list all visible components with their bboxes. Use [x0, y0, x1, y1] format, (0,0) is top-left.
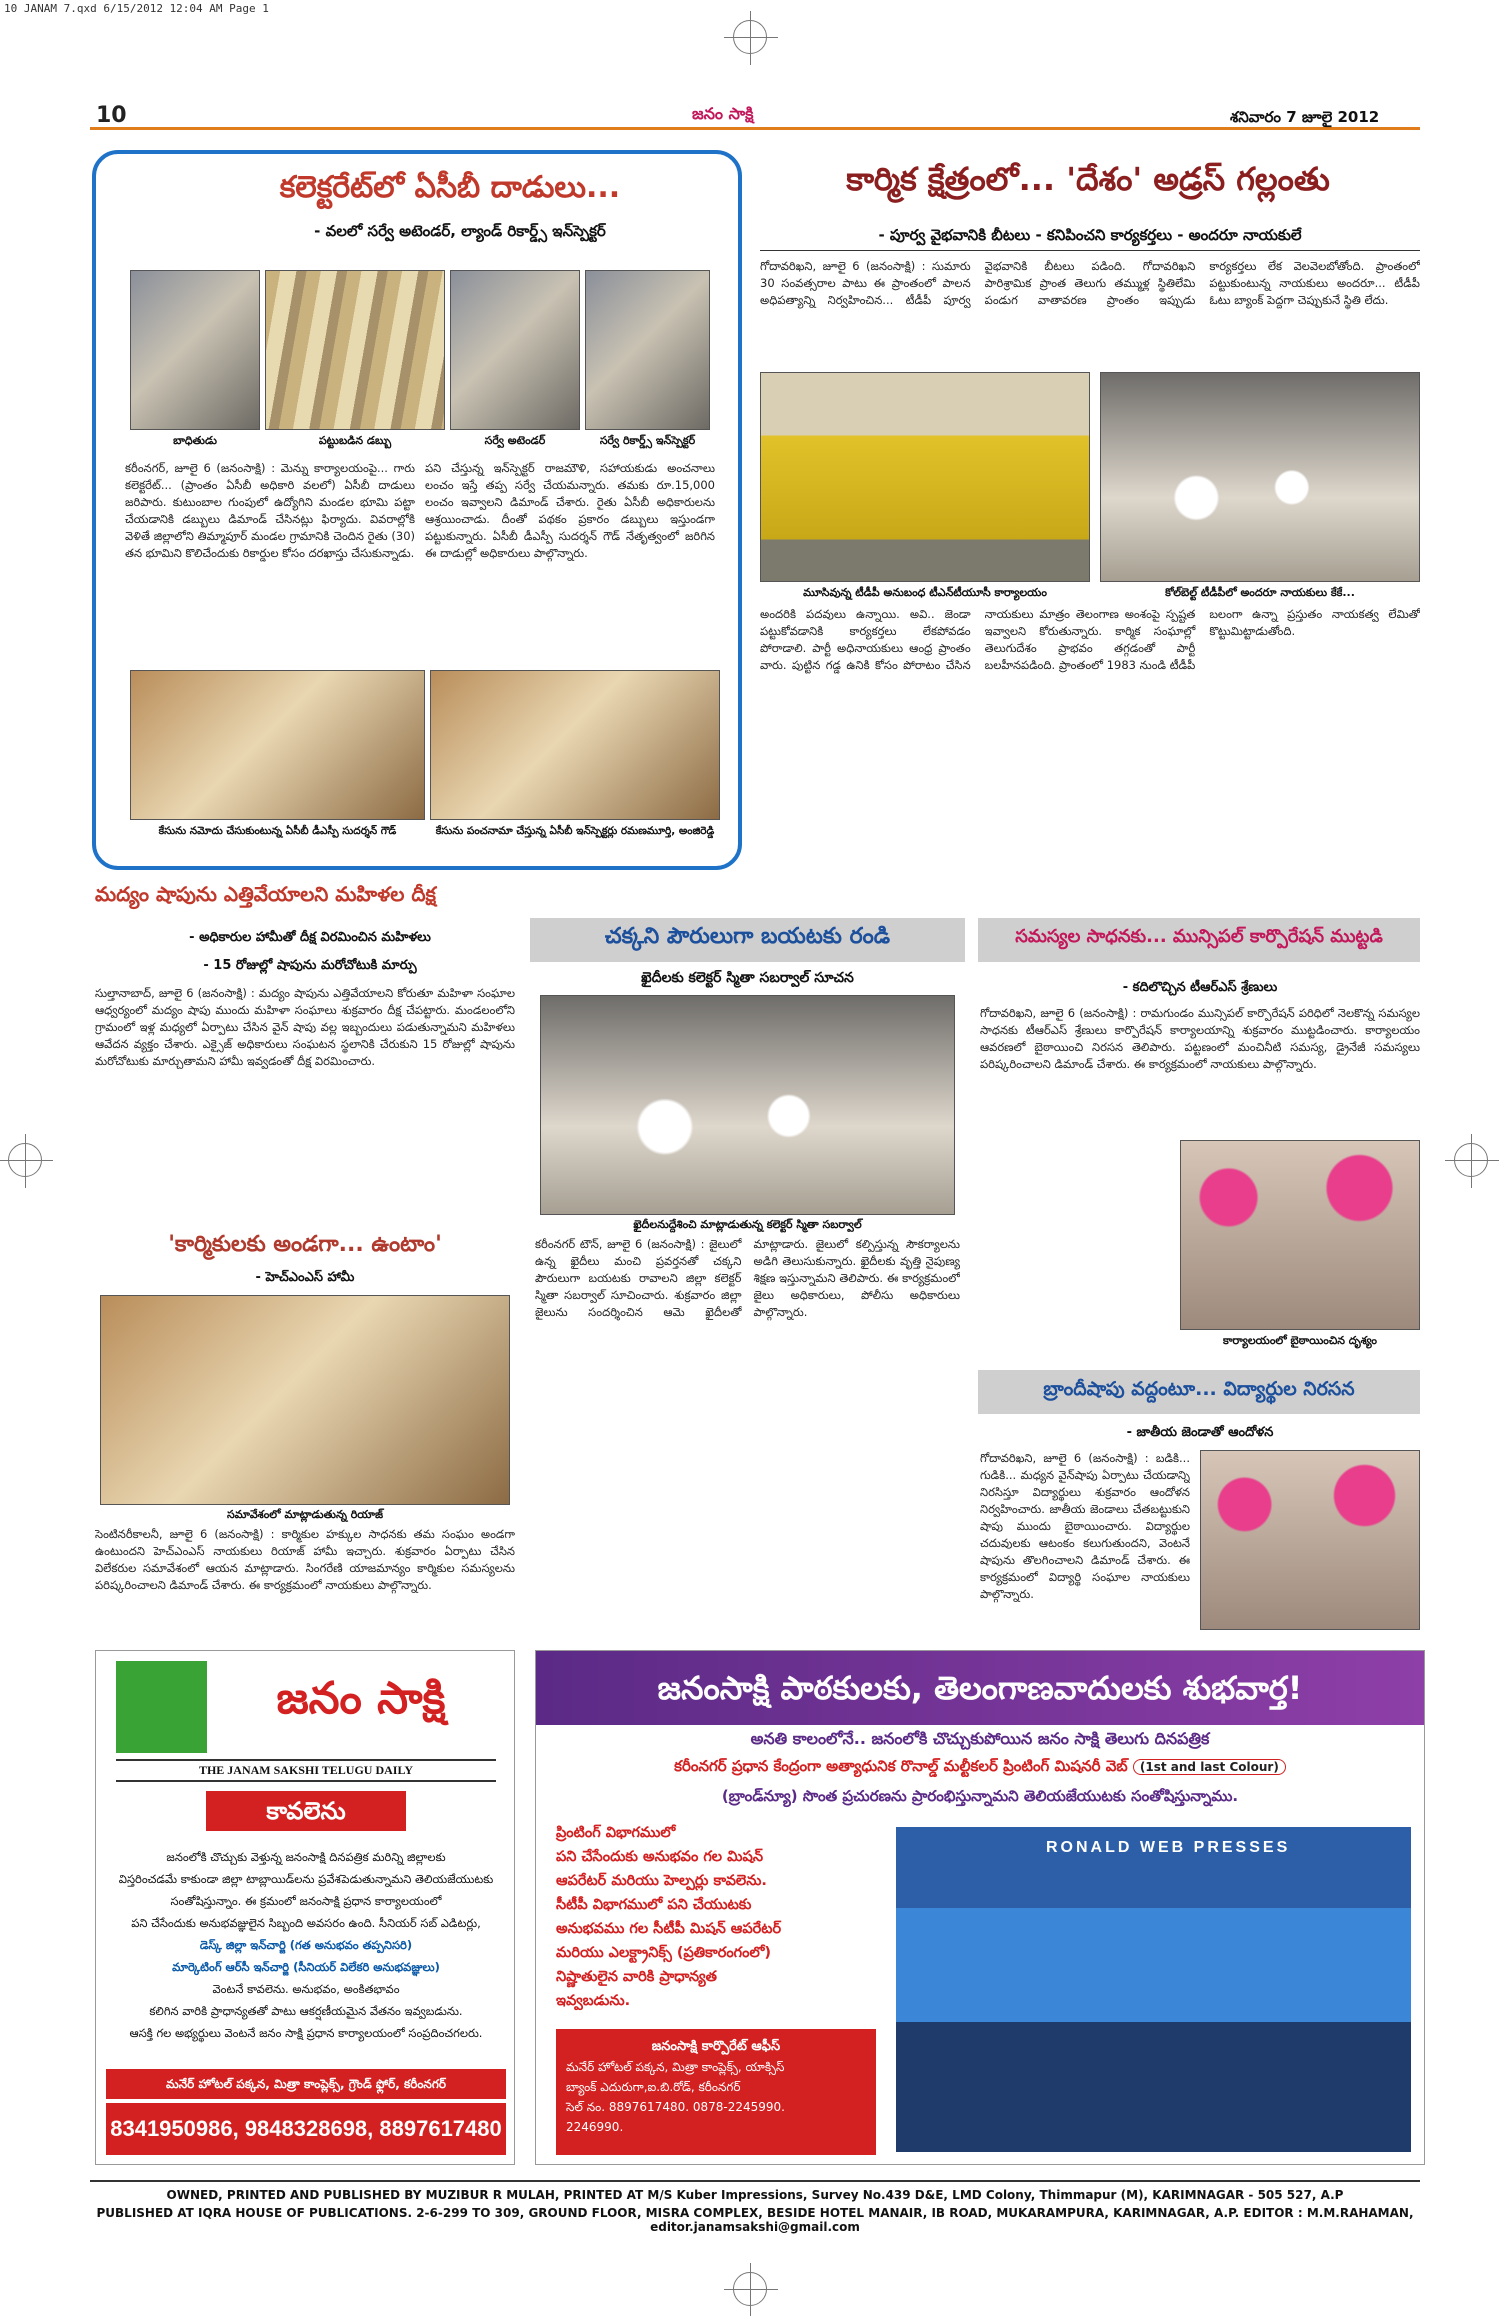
job-line: ఆపరేటర్‌ మరియు హెల్పర్లు కావలెను.: [556, 1873, 767, 1889]
ad-address: మనేర్‌ హోటల్‌ పక్కన, మిత్రా కాంప్లెక్స్‌, గ్రౌండ్‌ ఫ్లోర్‌, కరీంనగర్‌: [106, 2069, 506, 2099]
ad-wanted-banner: కావలెను: [206, 1791, 406, 1831]
footer-imprint-2: PUBLISHED AT IQRA HOUSE OF PUBLICATIONS. 2-6-299 TO 309, GROUND FLOOR, MISRA COMPLEX, BESIDE HOTEL MANAIR, IB ROAD, MUKARAMPURA, KARIMNAGAR, A.P. EDITOR : M.M.RAHAMAN, editor.janamsakshi@gmail.com: [96, 2206, 1414, 2234]
caption-victim: బాధితుడు: [173, 434, 217, 447]
caption-hms: సమావేశంలో మాట్లాడుతున్న రియాజ్‌: [226, 1508, 384, 1521]
story-trs-subhead: - కదిలొచ్చిన టీఆర్‌ఎస్‌ శ్రేణులు: [1122, 980, 1278, 995]
photo-cash: [265, 270, 445, 430]
caption-attender: సర్వే అటెండర్‌: [484, 434, 546, 447]
photo-hms-meeting: [100, 1295, 510, 1505]
photo-closed-office: [760, 372, 1090, 582]
story-trs-headline: సమస్యల సాధనకు... మున్సిపల్‌ కార్పొరేషన్‌ ముట్టడి: [1015, 926, 1383, 947]
ad-press-headline: జనంసాక్షి పాఠకులకు, తెలంగాణవాదులకు శుభవార్త!: [536, 1651, 1424, 1725]
story-hms-headline: 'కార్మికులకు అండగా... ఉంటాం': [168, 1232, 442, 1257]
footer-imprint-1: OWNED, PRINTED AND PUBLISHED BY MUZIBUR R MULAH, PRINTED AT M/S Kuber Impressions, Survey No.439 D&E, LMD Colony, Thimmapur (M), KARIMNAGAR - 505 527, A.P: [166, 2188, 1344, 2202]
story-women-body: సుల్తానాబాద్‌, జూలై 6 (జనంసాక్షి) : మద్యం షాపును ఎత్తివేయాలని కోరుతూ మహిళా సంఘాల ఆధ్వర్యంలో మద్యం షాపు ముందు మహిళా సంఘాలు శుక్రవారం దీక్ష చేపట్టారు. మండలంలోని గ్రామంలో ఇళ్ల మధ్యలో ఏర్పాటు చేసిన వైన్‌ షాపు వల్ల ఇబ్బందులు పడుతున్నామని మహిళలు ఆవేదన వ్యక్తం చేశారు. ఎక్సైజ్‌ అధికారులు సంఘటన స్థలానికి చేరుకుని 15 రోజుల్లో షాపును మరోచోటుకు మార్చుతామని హామీ ఇవ్వడంతో దీక్ష విరమించారు.: [95, 986, 515, 1068]
story-acb-body-left: కరీంనగర్‌, జూలై 6 (జనంసాక్షి) : మెన్ను కార్యాలయంపై... గారు కలెక్టరేట్‌... (ప్రాంతం ఏసీబీ అధికారి వలలో) ఏసీబీ దాడులు జరిపారు. కుటుంబాల గుంపులో ఉద్యోగిని మండల భూమి పట్టా చేయడానికి డబ్బులు డిమాండ్‌ చేసినట్లు ఫిర్యాదు. వివరాల్లోకి వెళితే జిల్లాలోని తిమ్మాపూర్‌ మండల గ్రామానికి చెందిన రైతు (30) తన భూమిని కొలిచేందుకు రికార్డుల కోసం దరఖాస్తు చేసుకున్నాడు.: [125, 461, 415, 560]
press-label: RONALD WEB PRESSES: [1046, 1839, 1291, 1856]
ad-line: పని చేసేందుకు అనుభవజ్ఞులైన సిబ్బంది అవసరం ఉంది. సీనియర్‌ సబ్‌ ఎడిటర్లు,: [131, 1916, 481, 1930]
story-women-headline: మద్యం షాపును ఎత్తివేయాలని మహిళల దీక్ష: [95, 882, 436, 906]
caption-tdp-meeting: కోల్‌బెల్ట్‌ టీడీపీలో అందరూ నాయకులు కేకే...: [1165, 586, 1355, 599]
caption-cash: పట్టుబడిన డబ్బు: [318, 434, 392, 447]
ad-press-line3: (బ్రాండ్‌న్యూ) సొంత ప్రచురణను ప్రారంభిస్తున్నామని తెలియజేయుటకు సంతోషిస్తున్నాము.: [721, 1787, 1239, 1805]
job-line: మరియు ఎలక్ట్రానిక్స్‌ (ప్రతికారంగంలో): [556, 1945, 772, 1961]
photo-printing-machine: [896, 1827, 1411, 2152]
caption-inspector: సర్వే రికార్డ్స్‌ ఇన్‌స్పెక్టర్‌: [599, 434, 696, 447]
story-students-headline: బ్రాందీషాపు వద్దంటూ... విద్యార్థుల నిరసన: [1043, 1378, 1355, 1400]
caption-trs: కార్యాలయంలో బైఠాయించిన దృశ్యం: [1223, 1334, 1377, 1347]
ad-line: ఆసక్తి గల అభ్యర్థులు వెంటనే జనం సాక్షి ప్రధాన కార్యాలయంలో సంప్రదించగలరు.: [129, 2026, 483, 2040]
job-line: ఇవ్వబడును.: [556, 1993, 631, 2009]
photo-records-inspector: [585, 270, 710, 430]
ad-logo: జనం సాక్షి: [276, 1673, 446, 1724]
story-tdp-body-bottom: అందరికి పదవులు ఉన్నాయి. అవి.. జెండా పట్టుకోవడానికి కార్యకర్తలు లేకపోవడం పోరాడాలి. పార్టీ అధినాయకులు ఆంధ్ర ప్రాంతం వారు. పుట్టిన గడ్డ ఉనికి కోసం పోరాటం చేసిన నాయకులు మాత్రం తెలంగాణ అంశంపై స్పష్టత ఇవ్వాలని కోరుతున్నారు. కార్మిక సంఘాల్లో తెలుగుదేశం ప్రాభవం తగ్గడంతో పార్టీ బలహీనపడింది. ప్రాంతంలో 1983 నుండి టీడీపీ బలంగా ఉన్నా ప్రస్తుతం నాయకత్వ లేమితో కొట్టుమిట్టాడుతోంది.: [760, 607, 1420, 672]
ad-wanted: [95, 1650, 515, 2165]
photo-students-flags: [1200, 1450, 1420, 1630]
ad-phones: 8341950986, 9848328698, 8897617480: [106, 2103, 506, 2155]
story-students-subhead: - జాతీయ జెండాతో ఆందోళన: [1126, 1425, 1274, 1440]
job-line: ప్రింటింగ్‌ విభాగములో: [556, 1825, 676, 1841]
page-number: 10: [96, 103, 127, 128]
crop-mark-bottom: [733, 2272, 767, 2306]
story-tdp-headline: కార్మిక క్షేత్రంలో... 'దేశం' అడ్రస్‌ గల్లంతు: [846, 160, 1330, 198]
story-tdp-body-top: గోదావరిఖని, జూలై 6 (జనంసాక్షి) : సుమారు 30 సంవత్సరాల పాటు ఈ ప్రాంతంలో పాలన అధిపత్యాన్ని నిర్వహించిన... టీడీపీ పూర్వ వైభవానికి బీటలు పడింది. గోదావరిఖని పారిశ్రామిక ప్రాంత తెలుగు తమ్ముళ్ల స్థితిలేమి పండుగ వాతావరణ ప్రాంతం ఇప్పుడు కార్యకర్తలు లేక వెలవెలబోతోంది. ప్రాంతంలో పట్టుకుంటున్న నాయకులు అందరూ... టీడీపీ ఓటు బ్యాంక్‌ పెద్దగా చెప్పుకునే స్థితి లేదు.: [760, 259, 1420, 307]
crop-mark-left: [8, 1143, 42, 1177]
page-header-rule: [90, 100, 1420, 130]
caption-closed-office: మూసివున్న టీడీపీ అనుబంధ టీఎన్‌టీయూసీ కార్యాలయం: [803, 586, 1047, 599]
ad-line: వెంటనే కావలెను. అనుభవం, అంకితభావం: [212, 1982, 400, 1996]
story-hms-body: సెంటినరీకాలనీ, జూలై 6 (జనంసాక్షి) : కార్మికుల హక్కుల సాధనకు తమ సంఘం అండగా ఉంటుందని హెచ్‌ఎంఎస్‌ నాయకులు రియాజ్‌ హామీ ఇచ్చారు. శుక్రవారం ఏర్పాటు చేసిన విలేకరుల సమావేశంలో ఆయన మాట్లాడారు. సింగరేణి యాజమాన్యం కార్మికుల సమస్యలను పరిష్కరించాలని డిమాండ్‌ చేశారు. ఈ కార్యక్రమంలో నాయకులు పాల్గొన్నారు.: [95, 1527, 515, 1592]
print-slug: 10 JANAM 7.qxd 6/15/2012 12:04 AM Page 1: [4, 2, 269, 15]
ad-press-line1: అనతి కాలంలోనే.. జనంలోకి చొచ్చుకుపోయిన జనం సాక్షి తెలుగు దినపత్రిక: [750, 1729, 1210, 1748]
dateline: శనివారం 7 జూలై 2012: [1230, 108, 1380, 126]
ad-line: మార్కెటింగ్‌ ఆర్‌సీ ఇన్‌చార్జి (సీనియర్‌ విలేకరి అనుభవజ్ఞులు): [172, 1960, 440, 1974]
photo-survey-attender: [450, 270, 580, 430]
ad-press-line2a: కరీంనగర్‌ ప్రధాన కేంద్రంగా అత్యాధునిక రొనాల్డ్‌ మల్టీకలర్‌ ప్రింటింగ్‌ మిషనరీ వెబ్‌: [674, 1757, 1128, 1775]
footer-rule: [90, 2180, 1420, 2182]
photo-tdp-meeting: [1100, 372, 1420, 582]
job-line: నిష్ణాతులైన వారికి ప్రాధాన్యత: [556, 1969, 717, 1985]
job-line: పని చేసేందుకు అనుభవం గల మిషన్‌: [556, 1849, 763, 1865]
photo-dsp-recording: [130, 670, 425, 820]
ad-press-office: [556, 2029, 876, 2155]
office-line: 2246990.: [566, 2120, 624, 2134]
crop-mark-top: [733, 20, 767, 54]
photo-victim: [130, 270, 260, 430]
caption-collector: ఖైదీలనుద్దేశించి మాట్లాడుతున్న కలెక్టర్‌ స్మితా సబర్వాల్‌: [633, 1218, 862, 1231]
ad-printing-press: [535, 1650, 1425, 2165]
ad-line: విస్తరించడమే కాకుండా జిల్లా టాబ్లాయిడ్‌లను ప్రవేశపెడుతున్నామని తెలియజేయుటకు: [118, 1872, 494, 1886]
photo-collector-jail: [540, 995, 955, 1215]
ad-wanted-lines: [108, 1846, 504, 2044]
office-line: సెల్‌ నం. 8897617480. 0878-2245990.: [566, 2100, 785, 2114]
story-jail-headline: చక్కని పౌరులుగా బయటకు రండి: [604, 924, 891, 949]
story-tdp-rule: [760, 250, 1420, 251]
story-jail-subhead: ఖైదీలకు కలెక్టర్‌ స్మితా సబర్వాల్‌ సూచన: [641, 970, 854, 986]
caption-panchanama: కేసును పంచనామా చేస్తున్న ఏసీబీ ఇన్‌స్పెక్టర్లు రమణమూర్తి, అంజిరెడ్డి: [435, 825, 715, 837]
photo-panchanama: [430, 670, 720, 820]
story-acb-headline: కలెక్టరేట్‌లో ఏసీబీ దాడులు...: [279, 170, 621, 205]
story-women-sub2: - 15 రోజుల్లో షాపును మరోచోటుకి మార్పు: [203, 958, 417, 973]
story-jail-body: కరీంనగర్‌ టౌన్‌, జూలై 6 (జనంసాక్షి) : జైలులో ఉన్న ఖైదీలు మంచి ప్రవర్తనతో చక్కని పౌరులుగా బయటకు రావాలని జిల్లా కలెక్టర్‌ స్మితా సబర్వాల్‌ సూచించారు. శుక్రవారం జిల్లా జైలును సందర్శించిన ఆమె ఖైదీలతో మాట్లాడారు. జైలులో కల్పిస్తున్న సౌకర్యాలను అడిగి తెలుసుకున్నారు. ఖైదీలకు వృత్తి నైపుణ్య శిక్షణ ఇస్తున్నామని తెలిపారు. ఈ కార్యక్రమంలో జైలు అధికారులు, పోలీసు అధికారులు పాల్గొన్నారు.: [535, 1237, 960, 1319]
office-line: బ్యాంక్‌ ఎదురుగా,ఐ.బి.రోడ్‌, కరీంనగర్‌: [566, 2080, 741, 2094]
story-tdp-subhead: - పూర్వ వైభవానికి బీటలు - కనిపించని కార్యకర్తలు - అందరూ నాయకులే: [878, 226, 1302, 244]
ad-press-line2b: (1st and last Colour): [1133, 1759, 1286, 1775]
ad-press-line2: [536, 1757, 1424, 1779]
office-line: మనేర్‌ హోటల్‌ పక్కన, మిత్రా కాంప్లెక్స్‌, యాక్సిస్‌: [566, 2060, 785, 2074]
ad-tagline: THE JANAM SAKSHI TELUGU DAILY: [116, 1759, 496, 1782]
story-students-body: గోదావరిఖని, జూలై 6 (జనంసాక్షి) : బడికి... గుడికి... మధ్యన వైన్‌షాపు ఏర్పాటు చేయడాన్ని నిరసిస్తూ విద్యార్థులు శుక్రవారం ఆందోళన నిర్వహించారు. జాతీయ జెండాలు చేతబట్టుకుని షాపు ముందు బైఠాయించారు. విద్యార్థుల చదువులకు ఆటంకం కలుగుతుందని, వెంటనే షాపును తొలగించాలని డిమాండ్‌ చేశారు. ఈ కార్యక్రమంలో విద్యార్థి సంఘాల నాయకులు పాల్గొన్నారు.: [980, 1451, 1190, 1601]
story-trs-body: గోదావరిఖని, జూలై 6 (జనంసాక్షి) : రామగుండం మున్సిపల్‌ కార్పొరేషన్‌ పరిధిలో నెలకొన్న సమస్యల సాధనకు టీఆర్‌ఎస్‌ శ్రేణులు కార్పొరేషన్‌ కార్యాలయాన్ని శుక్రవారం ముట్టడించారు. కార్యాలయం ఆవరణలో బైఠాయించి నిరసన తెలిపారు. పట్టణంలో మంచినీటి సమస్య, డ్రైనేజీ సమస్యలు పరిష్కరించాలని డిమాండ్‌ చేశారు. ఈ కార్యక్రమంలో నాయకులు పాల్గొన్నారు.: [980, 1006, 1420, 1071]
story-women-sub1: - అధికారుల హామీతో దీక్ష విరమించిన మహిళలు: [189, 930, 431, 945]
ad-press-jobs: [556, 1821, 886, 2013]
ad-line: కలిగిన వారికి ప్రాధాన్యతతో పాటు ఆకర్షణీయమైన వేతనం ఇవ్వబడును.: [149, 2004, 463, 2018]
job-line: అనుభవము గల సీటీపీ మిషన్‌ ఆపరేటర్‌: [556, 1921, 782, 1937]
story-acb-subhead: - వలలో సర్వే అటెండర్‌, ల్యాండ్‌ రికార్డ్స్‌ ఇన్‌స్పెక్టర్‌: [314, 222, 606, 240]
job-line: సీటీపీ విభాగములో పని చేయుటకు: [556, 1897, 752, 1913]
story-acb-body-right: పని చేస్తున్న ఇన్‌స్పెక్టర్‌ రాజమౌళి, సహాయకుడు అంచనాలు లంచం ఇస్తే తప్ప సర్వే చేయమన్నారు. తమకు రూ.15,000 లంచం ఇవ్వాలని డిమాండ్‌ చేశారు. రైతు ఏసీబీ అధికారులను ఆశ్రయించాడు. దీంతో పథకం ప్రకారం డబ్బులు ఇస్తుండగా పట్టుకున్నారు. ఏసీబీ డీఎస్పీ సుదర్శన్‌ గౌడ్‌ నేతృత్వంలో జరిగిన ఈ దాడుల్లో అధికారులు పాల్గొన్నారు.: [425, 461, 715, 560]
masthead-small: జనం సాక్షి: [692, 104, 754, 123]
caption-dsp: కేసును నమోదు చేసుకుంటున్న ఏసీబీ డీఎస్పీ సుదర్శన్‌ గౌడ్‌: [158, 825, 397, 837]
office-title: జనంసాక్షి కార్పొరేట్‌ ఆఫీస్‌: [651, 2039, 781, 2054]
ad-line: డెస్క్‌ జిల్లా ఇన్‌చార్జి (గత అనుభవం తప్పనిసరి): [199, 1938, 413, 1952]
ad-line: సంతోషిస్తున్నాం. ఈ క్రమంలో జనంసాక్షి ప్రధాన కార్యాలయంలో: [170, 1894, 442, 1908]
crop-mark-right: [1454, 1143, 1488, 1177]
photo-trs-sitin: [1180, 1140, 1420, 1330]
ad-line: జనంలోకి చొచ్చుకు వెళ్తున్న జనంసాక్షి దినపత్రిక మరిన్ని జిల్లాలకు: [166, 1850, 446, 1864]
story-hms-subhead: - హెచ్‌ఎంఎస్‌ హామీ: [255, 1270, 355, 1285]
